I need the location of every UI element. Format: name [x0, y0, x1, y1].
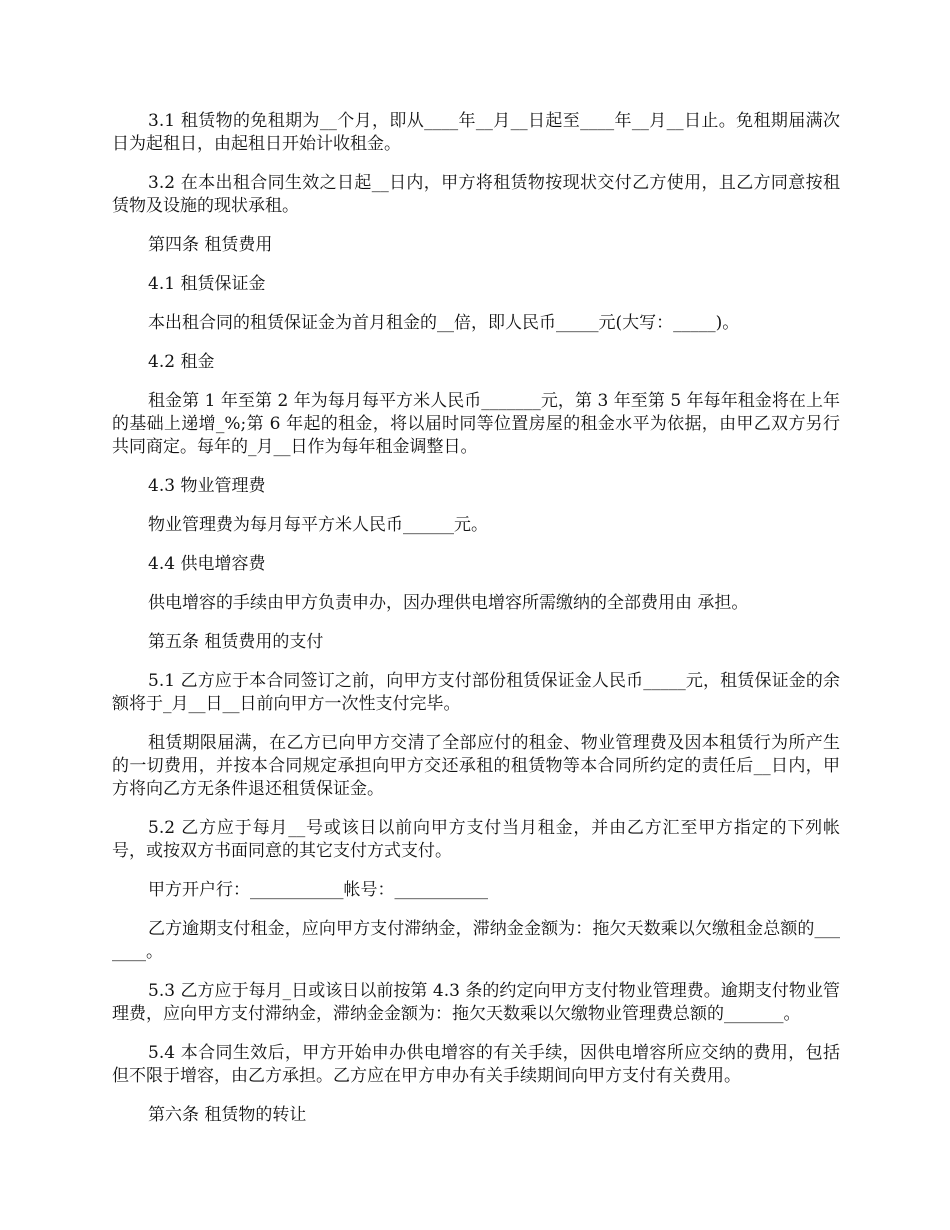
- power-capacity-paragraph: 供电增容的手续由甲方负责申办，因办理供电增容所需缴纳的全部费用由 承担。: [148, 593, 749, 613]
- clause-4-4-heading: 4.4 供电增容费: [148, 554, 266, 574]
- clause-3-2-paragraph: 3.2 在本出租合同生效之日起__日内，甲方将租赁物按现状交付乙方使用，且乙方同意按租赁物及设施的现状承租。: [112, 173, 840, 216]
- bank-account-line: 甲方开户行：___________帐号：___________: [148, 880, 488, 900]
- rent-paragraph: 租金第 1 年至第 2 年为每月每平方米人民币_______元，第 3 年至第 5 年每年租金将在上年的基础上递增_%;第 6 年起的租金，将以届时同等位置房屋的租金水平为依据，由甲乙双方另行共同商定。每年的_月__日作为每年租金调整日。: [112, 391, 840, 457]
- clause-5-2-paragraph: 5.2 乙方应于每月__号或该日以前向甲方支付当月租金，并由乙方汇至甲方指定的下列帐号，或按双方书面同意的其它支付方式支付。: [112, 818, 840, 861]
- clause-4-3-heading: 4.3 物业管理费: [148, 476, 266, 496]
- property-fee-paragraph: 物业管理费为每月每平方米人民币______元。: [148, 515, 488, 535]
- article-4-heading: 第四条 租赁费用: [148, 235, 273, 255]
- clause-4-2-heading: 4.2 租金: [148, 352, 215, 372]
- document-content: [112, 110, 840, 1143]
- clause-3-1-paragraph: 3.1 租赁物的免租期为__个月，即从____年__月__日起至____年__月__日止。免租期届满次日为起租日，由起租日开始计收租金。: [112, 111, 840, 154]
- clause-5-3-paragraph: 5.3 乙方应于每月_日或该日以前按第 4.3 条的约定向甲方支付物业管理费。逾期支付物业管理费，应向甲方支付滞纳金，滞纳金金额为：拖欠天数乘以欠缴物业管理费总额的_______。: [112, 981, 840, 1024]
- clause-5-1-paragraph: 5.1 乙方应于本合同签订之前，向甲方支付部份租赁保证金人民币_____元，租赁保证金的余额将于_月__日__日前向甲方一次性支付完毕。: [112, 671, 840, 714]
- clause-5-4-paragraph: 5.4 本合同生效后，甲方开始申办供电增容的有关手续，因供电增容所应交纳的费用，包括但不限于增容，由乙方承担。乙方应在甲方申办有关手续期间向甲方支付有关费用。: [112, 1043, 840, 1086]
- late-rent-paragraph: 乙方逾期支付租金，应向甲方支付滞纳金，滞纳金金额为：拖欠天数乘以欠缴租金总额的_______。: [112, 919, 840, 962]
- clause-4-1-heading: 4.1 租赁保证金: [148, 274, 266, 294]
- deposit-refund-paragraph: 租赁期限届满，在乙方已向甲方交清了全部应付的租金、物业管理费及因本租赁行为所产生的一切费用，并按本合同规定承担向甲方交还承租的租赁物等本合同所约定的责任后__日内，甲方将向乙方无条件退还租赁保证金。: [112, 733, 840, 799]
- deposit-paragraph: 本出租合同的租赁保证金为首月租金的__倍，即人民币_____元(大写：_____)。: [148, 313, 740, 333]
- article-5-heading: 第五条 租赁费用的支付: [148, 632, 324, 652]
- article-6-heading: 第六条 租赁物的转让: [148, 1105, 307, 1125]
